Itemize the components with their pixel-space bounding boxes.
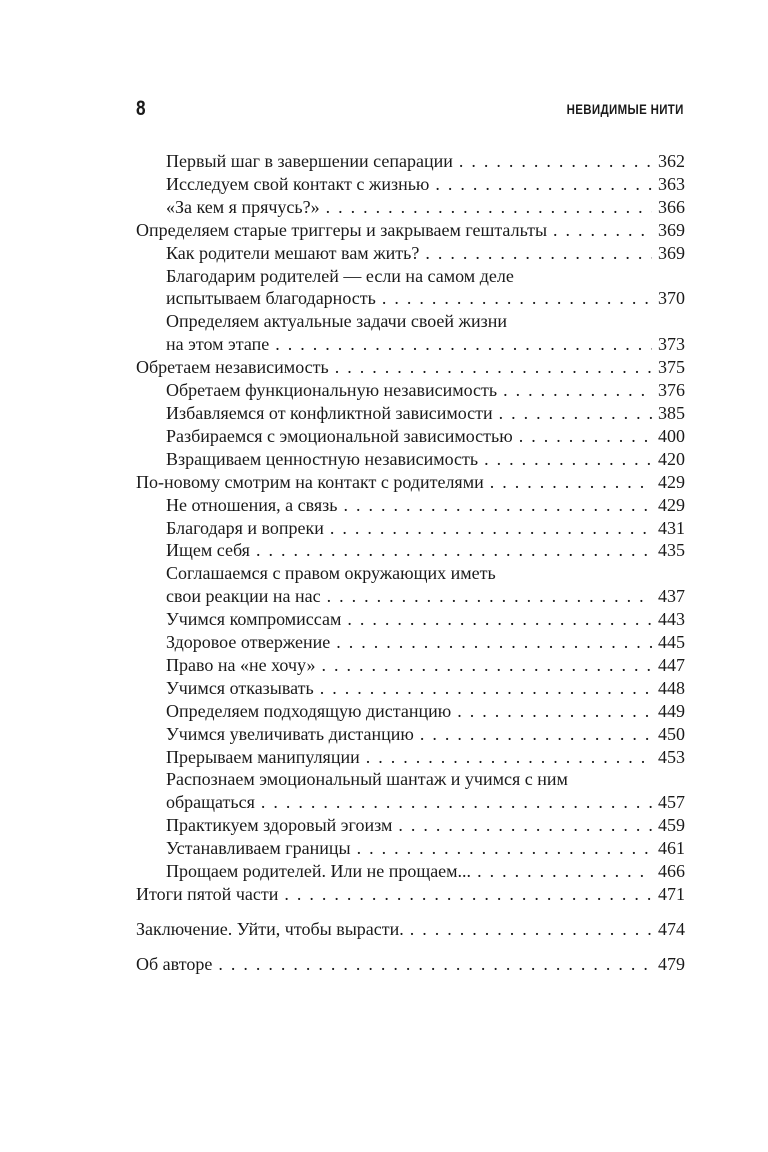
toc-entry bbox=[136, 402, 685, 425]
dot-leader bbox=[519, 425, 652, 448]
toc-entry-line bbox=[166, 746, 685, 769]
dot-leader bbox=[410, 918, 652, 941]
dot-leader bbox=[435, 173, 652, 196]
toc-entry bbox=[136, 953, 685, 976]
dot-leader bbox=[347, 608, 652, 631]
toc-entry-title: Соглашаемся с правом окружающих иметь bbox=[166, 563, 496, 584]
toc-entry-title: свои реакции на нас bbox=[166, 586, 321, 607]
toc-page-number: 471 bbox=[658, 884, 685, 904]
dot-leader bbox=[382, 287, 652, 310]
toc-entry-title: Право на «не хочу» bbox=[166, 654, 316, 675]
dot-leader bbox=[327, 585, 652, 608]
toc-entry-title: Первый шаг в завершении сепарации bbox=[166, 151, 453, 171]
page-number: 8 bbox=[136, 97, 146, 120]
toc-entry-line bbox=[166, 677, 685, 700]
toc-entry-title: Учимся увеличивать дистанцию bbox=[166, 723, 414, 744]
toc-entry-line bbox=[166, 700, 685, 723]
toc-entry bbox=[136, 150, 685, 173]
toc-entry-line bbox=[166, 608, 685, 631]
toc-page-number: 420 bbox=[658, 448, 685, 469]
toc-entry-title: Здоровое отвержение bbox=[166, 632, 331, 653]
toc-page-number: 445 bbox=[658, 632, 685, 653]
toc-page-number: 373 bbox=[658, 334, 685, 355]
toc-entry-line bbox=[166, 333, 685, 356]
dot-leader bbox=[326, 196, 652, 219]
toc-page-number: 443 bbox=[658, 609, 685, 630]
toc-entry bbox=[136, 654, 685, 677]
toc-entry-line bbox=[166, 242, 685, 265]
toc-page-number: 369 bbox=[658, 219, 685, 240]
toc-page-number: 453 bbox=[658, 746, 685, 767]
toc-entry-line bbox=[136, 219, 685, 242]
toc-entry-line bbox=[166, 654, 685, 677]
toc-entry-title: на этом этапе bbox=[166, 334, 270, 355]
toc-entry bbox=[136, 700, 685, 723]
toc-entry bbox=[136, 219, 685, 242]
dot-leader bbox=[490, 471, 652, 494]
toc-page-number: 447 bbox=[658, 654, 685, 675]
toc-entry-line bbox=[166, 425, 685, 448]
toc-entry-title: «За кем я прячусь?» bbox=[166, 196, 320, 217]
dot-leader bbox=[553, 219, 652, 242]
dot-leader bbox=[499, 402, 652, 425]
dot-leader bbox=[420, 723, 652, 746]
toc-page-number: 461 bbox=[658, 838, 685, 859]
toc-entry-title: Обретаем независимость bbox=[136, 357, 329, 378]
toc-entry-title: Учимся компромиссам bbox=[166, 609, 342, 630]
toc-entry-line bbox=[166, 173, 685, 196]
toc-entry-title: Исследуем свой контакт с жизнью bbox=[166, 173, 430, 194]
toc-entry-line bbox=[166, 402, 685, 425]
toc-page-number: 385 bbox=[658, 402, 685, 423]
toc-entry bbox=[136, 517, 685, 540]
toc-entry bbox=[136, 494, 685, 517]
toc-page-number: 459 bbox=[658, 815, 685, 836]
toc-entry-title: испытываем благодарность bbox=[166, 288, 376, 309]
toc-page-number: 400 bbox=[658, 425, 685, 446]
dot-leader bbox=[343, 494, 652, 517]
toc-entry bbox=[136, 631, 685, 654]
toc-entry-title: Учимся отказывать bbox=[166, 677, 314, 698]
toc-entry-title: Определяем старые триггеры и закрываем гештальты bbox=[136, 219, 548, 240]
dot-leader bbox=[261, 791, 652, 814]
dot-leader bbox=[335, 356, 652, 379]
toc-entry-line bbox=[166, 196, 685, 219]
toc-entry bbox=[136, 356, 685, 379]
toc-entry-line bbox=[166, 310, 685, 333]
toc-page-number: 375 bbox=[658, 357, 685, 378]
dot-leader bbox=[425, 242, 652, 265]
toc-entry bbox=[136, 768, 685, 814]
dot-leader bbox=[484, 448, 652, 471]
dot-leader bbox=[256, 539, 652, 562]
dot-leader bbox=[357, 837, 652, 860]
toc-entry-line bbox=[136, 953, 685, 976]
toc-page-number: 450 bbox=[658, 723, 685, 744]
dot-leader bbox=[336, 631, 652, 654]
toc-entry-line bbox=[166, 494, 685, 517]
toc-entry bbox=[136, 425, 685, 448]
toc-page-number: 369 bbox=[658, 242, 685, 263]
toc-entry-line bbox=[166, 631, 685, 654]
toc-entry-line bbox=[166, 562, 685, 585]
toc-entry bbox=[136, 746, 685, 769]
toc-entry-title: Прерываем манипуляции bbox=[166, 746, 360, 767]
toc-page-number: 449 bbox=[658, 700, 685, 721]
toc-entry bbox=[136, 448, 685, 471]
toc-entry-line bbox=[166, 539, 685, 562]
toc-entry-title: Распознаем эмоциональный шантаж и учимся с ним bbox=[166, 769, 568, 790]
toc-entry-line bbox=[136, 883, 685, 906]
dot-leader bbox=[459, 150, 652, 173]
toc-page-number: 362 bbox=[658, 151, 685, 171]
toc-page-number: 431 bbox=[658, 517, 685, 538]
toc-page-number: 466 bbox=[658, 861, 685, 882]
toc-entry bbox=[136, 173, 685, 196]
toc-entry bbox=[136, 562, 685, 608]
toc-entry-title: Не отношения, а связь bbox=[166, 494, 338, 515]
running-title: НЕВИДИМЫЕ НИТИ bbox=[566, 102, 684, 117]
toc-entry-title: Итоги пятой части bbox=[136, 884, 279, 904]
toc-entry-line bbox=[166, 768, 685, 791]
toc-entry-title: Устанавливаем границы bbox=[166, 838, 351, 859]
toc-entry-title: Об авторе bbox=[136, 953, 213, 974]
toc-page-number: 457 bbox=[658, 792, 685, 813]
dot-leader bbox=[366, 746, 652, 769]
toc-entry-title: Избавляемся от конфликтной зависимости bbox=[166, 402, 493, 423]
toc-page-number: 474 bbox=[658, 918, 685, 939]
toc-entry-line bbox=[166, 585, 685, 608]
toc-entry-title: Практикуем здоровый эгоизм bbox=[166, 815, 393, 836]
toc-entry bbox=[136, 883, 685, 906]
toc-entry-title: Благодаря и вопреки bbox=[166, 517, 324, 538]
toc-entry-title: Ищем себя bbox=[166, 540, 250, 561]
toc-entry-line bbox=[136, 356, 685, 379]
toc-entry-line bbox=[166, 791, 685, 814]
toc-entry bbox=[136, 837, 685, 860]
toc-entry-line bbox=[166, 814, 685, 837]
toc-entry bbox=[136, 379, 685, 402]
toc-entry bbox=[136, 471, 685, 494]
toc-page-number: 363 bbox=[658, 173, 685, 194]
toc-entry bbox=[136, 677, 685, 700]
toc-entry-title: Определяем актуальные задачи своей жизни bbox=[166, 311, 507, 332]
toc-entry bbox=[136, 196, 685, 219]
toc-entry-line bbox=[166, 265, 685, 288]
toc-page-number: 435 bbox=[658, 540, 685, 561]
dot-leader bbox=[218, 953, 652, 976]
dot-leader bbox=[320, 677, 652, 700]
toc-page-number: 429 bbox=[658, 471, 685, 492]
toc-entry-title: Взращиваем ценностную независимость bbox=[166, 448, 479, 469]
dot-leader bbox=[503, 379, 652, 402]
dot-leader bbox=[321, 654, 652, 677]
toc-entry bbox=[136, 265, 685, 311]
dot-leader bbox=[284, 883, 652, 906]
dot-leader bbox=[477, 860, 652, 883]
toc-entry-title: По-новому смотрим на контакт с родителями bbox=[136, 471, 484, 492]
toc-entry-title: Заключение. Уйти, чтобы вырасти. bbox=[136, 918, 404, 939]
toc-entry bbox=[136, 723, 685, 746]
dot-leader bbox=[457, 700, 652, 723]
toc-page-number: 429 bbox=[658, 494, 685, 515]
toc-entry-line bbox=[166, 150, 685, 173]
toc-entry-line bbox=[166, 448, 685, 471]
toc-entry bbox=[136, 242, 685, 265]
toc-entry bbox=[136, 918, 685, 941]
dot-leader bbox=[398, 814, 652, 837]
dot-leader bbox=[275, 333, 652, 356]
toc-entry-title: Разбираемся с эмоциональной зависимостью bbox=[166, 425, 513, 446]
table-of-contents bbox=[136, 150, 685, 976]
toc-page-number: 437 bbox=[658, 586, 685, 607]
toc-page-number: 376 bbox=[658, 380, 685, 401]
toc-entry bbox=[136, 814, 685, 837]
toc-entry-line bbox=[166, 287, 685, 310]
toc-entry-line bbox=[166, 517, 685, 540]
toc-entry-title: Благодарим родителей — если на самом деле bbox=[166, 265, 514, 286]
toc-page-number: 479 bbox=[658, 953, 685, 974]
toc-entry-title: Определяем подходящую дистанцию bbox=[166, 700, 452, 721]
dot-leader bbox=[330, 517, 652, 540]
toc-entry bbox=[136, 860, 685, 883]
toc-page-number: 370 bbox=[658, 288, 685, 309]
toc-entry-line bbox=[166, 837, 685, 860]
toc-page-number: 448 bbox=[658, 677, 685, 698]
toc-entry-title: Обретаем функциональную независимость bbox=[166, 380, 498, 401]
toc-entry-title: обращаться bbox=[166, 792, 255, 813]
toc-entry bbox=[136, 539, 685, 562]
toc-entry-line bbox=[136, 918, 685, 941]
toc-entry-line bbox=[166, 860, 685, 883]
toc-entry bbox=[136, 608, 685, 631]
toc-page-number: 366 bbox=[658, 196, 685, 217]
toc-entry-line bbox=[136, 471, 685, 494]
toc-entry-line bbox=[166, 379, 685, 402]
toc-entry-line bbox=[166, 723, 685, 746]
toc-entry-title: Как родители мешают вам жить? bbox=[166, 242, 420, 263]
toc-entry-title: Прощаем родителей. Или не прощаем... bbox=[166, 861, 472, 882]
toc-entry bbox=[136, 310, 685, 356]
